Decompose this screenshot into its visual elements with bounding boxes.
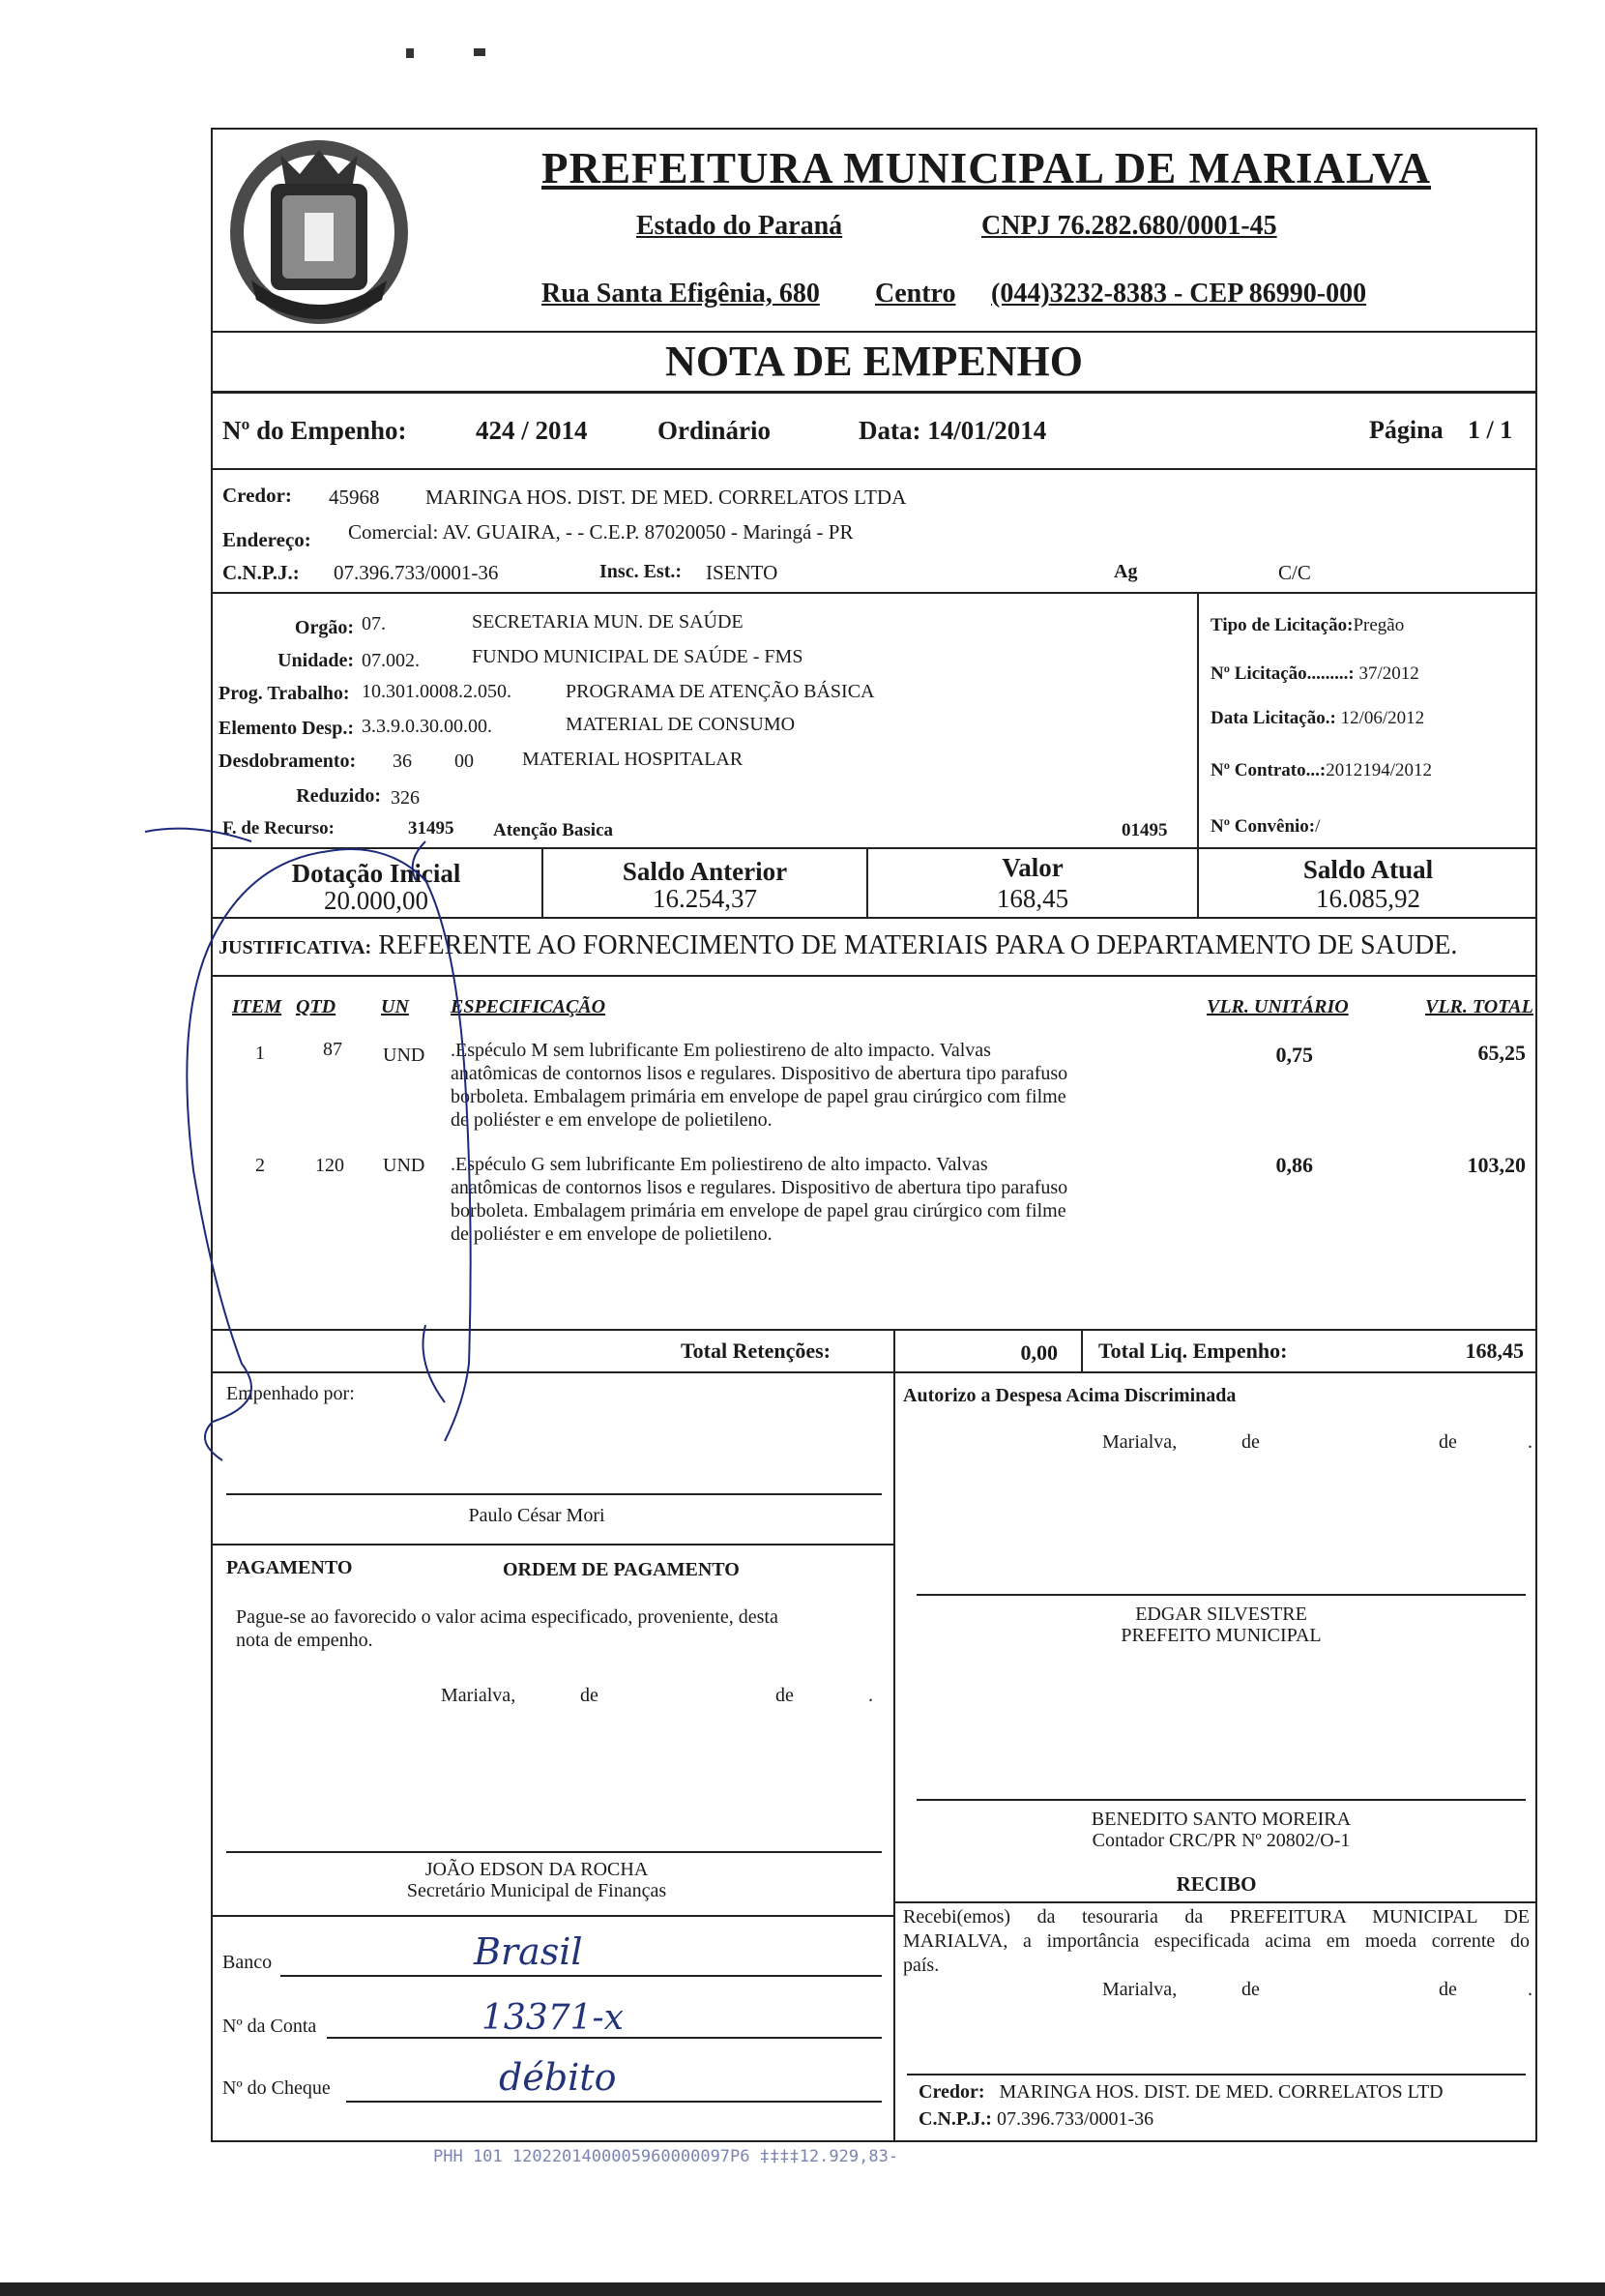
pagamento-label: PAGAMENTO [226, 1557, 353, 1578]
col-total: VLR. TOTAL [1425, 996, 1533, 1017]
autorizo-text: Autorizo a Despesa Acima Discriminada [903, 1385, 1237, 1406]
item-number: 1 [255, 1043, 265, 1064]
unidade-name: FUNDO MUNICIPAL DE SAÚDE - FMS [472, 646, 803, 667]
desdobramento-code: 36 [393, 751, 412, 772]
recibo-place: Marialva, [1102, 1979, 1178, 2000]
licitacao-tipo [1211, 615, 1404, 636]
page-number: 1 / 1 [1468, 416, 1513, 444]
justificativa-label: JUSTIFICATIVA: [219, 937, 372, 958]
signature-line [917, 1799, 1526, 1801]
divider [211, 468, 1537, 470]
elemento-name: MATERIAL DE CONSUMO [566, 714, 796, 735]
licitacao-num-label: Nº Licitação.........: [1211, 663, 1355, 684]
recibo-de-2: de [1439, 1979, 1457, 2000]
divider [211, 391, 1537, 394]
banco-label: Banco [222, 1952, 273, 1973]
autorizo-end-dot: . [1528, 1431, 1532, 1453]
valor-value: 168,45 [996, 884, 1069, 913]
credor-code: 45968 [329, 486, 380, 509]
item-spec-line: borboleta. Embalagem primária em envelope de papel grau cirúrgico com filme [451, 1200, 1066, 1222]
address-value: Comercial: AV. GUAIRA, - - C.E.P. 87020050 - Maringá - PR [348, 520, 854, 544]
prog-label: Prog. Trabalho: [219, 683, 350, 704]
saldo-anterior-value: 16.254,37 [653, 884, 757, 913]
pagamento-text-line: Pague-se ao favorecido o valor acima especificado, proveniente, desta [236, 1606, 778, 1628]
pagamento-end-dot: . [868, 1685, 873, 1706]
recibo-text-line: Recebi(emos) da tesouraria da PREFEITURA MUNICIPAL DE [903, 1906, 1530, 1928]
scan-bottom-edge [0, 2282, 1605, 2296]
liquido-label: Total Liq. Empenho: [1098, 1339, 1288, 1363]
retencoes-label: Total Retenções: [681, 1339, 831, 1363]
pagamento-de-1: de [580, 1685, 598, 1706]
recibo-text-line: país. [903, 1955, 940, 1976]
header-title: PREFEITURA MUNICIPAL DE MARIALVA [541, 144, 1432, 192]
pagamento-text-line: nota de empenho. [236, 1630, 373, 1651]
divider [895, 1901, 1537, 1903]
contador-role: Contador CRC/PR Nº 20802/O-1 [1092, 1830, 1351, 1851]
recibo-text [903, 1905, 1530, 1978]
desdobramento-label: Desdobramento: [219, 751, 357, 772]
col-unit: VLR. UNITÁRIO [1207, 996, 1349, 1017]
fonte-name: Atenção Basica [493, 820, 614, 840]
divider [1197, 594, 1199, 849]
secretario-role: Secretário Municipal de Finanças [406, 1880, 667, 1901]
reduzido-label: Reduzido: [296, 785, 381, 807]
credor-cnpj: 07.396.733/0001-36 [334, 561, 499, 584]
doc-title: NOTA DE EMPENHO [665, 338, 1083, 385]
justificativa-text: REFERENTE AO FORNECIMENTO DE MATERIAIS PARA O DEPARTAMENTO DE SAUDE. [378, 930, 1458, 960]
insc-label: Insc. Est.: [599, 561, 683, 582]
address-label: Endereço: [222, 528, 311, 551]
recibo-cnpj [919, 2108, 1153, 2131]
ordem-pagamento: ORDEM DE PAGAMENTO [503, 1559, 740, 1580]
saldo-atual-label: Saldo Atual [1302, 855, 1434, 884]
pagamento-place: Marialva, [441, 1685, 516, 1706]
orgao-label: Orgão: [294, 617, 354, 638]
page-label: Página [1369, 416, 1444, 444]
signature-line [917, 1594, 1526, 1596]
ag-label: Ag [1114, 561, 1138, 582]
header-street: Rua Santa Efigênia, 680 [541, 279, 820, 309]
pagamento-text [236, 1605, 778, 1652]
item-unit-value: 0,86 [1275, 1153, 1313, 1177]
unidade-code: 07.002. [362, 650, 420, 671]
recibo-de-1: de [1241, 1979, 1260, 2000]
licitacao-num-value: 37/2012 [1358, 663, 1419, 684]
licitacao-data [1211, 708, 1424, 729]
credor-cnpj-label: C.N.P.J.: [222, 561, 300, 584]
liquido-value: 168,45 [1465, 1339, 1524, 1363]
col-qtd: QTD [296, 996, 336, 1017]
divider [893, 1329, 895, 1371]
col-item: ITEM [232, 996, 282, 1017]
header-district: Centro [875, 279, 956, 309]
divider [211, 1915, 895, 1917]
credor-name: MARINGA HOS. DIST. DE MED. CORRELATOS LTDA [425, 486, 907, 509]
prefeito-role: PREFEITO MUNICIPAL [1121, 1625, 1322, 1646]
desdobramento-name: MATERIAL HOSPITALAR [522, 749, 744, 770]
recibo-cnpj-value: 07.396.733/0001-36 [996, 2108, 1154, 2130]
dotacao-value: 20.000,00 [324, 886, 428, 915]
unidade-label: Unidade: [277, 650, 354, 671]
item-total-value: 65,25 [1477, 1041, 1526, 1065]
item-un: UND [383, 1155, 425, 1176]
orgao-name: SECRETARIA MUN. DE SAÚDE [472, 611, 744, 633]
empenho-label: Nº do Empenho: [222, 416, 407, 445]
prog-code: 10.301.0008.2.050. [362, 681, 511, 702]
licitacao-contrato [1211, 760, 1432, 781]
divider [893, 1371, 895, 2142]
cc-label: C/C [1278, 561, 1311, 584]
fonte-code: 31495 [408, 818, 454, 839]
item-spec-line: borboleta. Embalagem primária em envelope de papel grau cirúrgico com filme [451, 1086, 1066, 1107]
recibo-end-dot: . [1528, 1979, 1532, 2000]
signature-line [226, 1851, 882, 1853]
item-number: 2 [255, 1155, 265, 1176]
licitacao-data-value: 12/06/2012 [1340, 708, 1425, 728]
footer-bank-code: PHH 101 1202201400005960000097P6 ‡‡‡‡12.929,83- [433, 2147, 899, 2166]
recibo-text-line: MARIALVA, a importância especificada acima em moeda corrente do [903, 1930, 1530, 1952]
empenhado-name: Paulo César Mori [468, 1505, 605, 1526]
elemento-label: Elemento Desp.: [219, 718, 354, 739]
desdobramento-sub: 00 [454, 751, 474, 772]
item-total-value: 103,20 [1467, 1153, 1526, 1177]
secretario-name: JOÃO EDSON DA ROCHA [424, 1859, 649, 1880]
item-spec-line: de poliéster e em envelope de polietileno. [451, 1223, 773, 1245]
item-spec-line: anatômicas de contornos lisos e regulares. Dispositivo de abertura tipo parafuso [451, 1177, 1068, 1198]
scan-mark [406, 48, 414, 58]
empenho-number: 424 / 2014 [476, 416, 588, 445]
col-un: UN [381, 996, 409, 1017]
signature-line [226, 1493, 882, 1495]
dotacao-label: Dotação Inicial [291, 859, 461, 888]
autorizo-de-2: de [1439, 1431, 1457, 1453]
retencoes-value: 0,00 [1020, 1340, 1058, 1365]
recibo-credor-label: Credor: [919, 2081, 985, 2103]
licitacao-convenio [1211, 816, 1320, 838]
empenho-type: Ordinário [657, 416, 772, 445]
licitacao-contrato-label: Nº Contrato...: [1211, 760, 1327, 780]
fonte-label: F. de Recurso: [222, 818, 335, 839]
saldo-atual-value: 16.085,92 [1316, 884, 1420, 913]
orgao-code: 07. [362, 613, 386, 634]
pen-annotation [135, 822, 599, 1480]
scan-mark [474, 48, 485, 56]
elemento-code: 3.3.9.0.30.00.00. [362, 716, 492, 737]
reduzido-value: 326 [391, 787, 420, 809]
col-spec: ESPECIFICAÇÃO [451, 996, 606, 1017]
licitacao-contrato-value: 2012194/2012 [1326, 760, 1432, 780]
cheque-value: débito [499, 2056, 617, 2099]
divider [211, 592, 1537, 594]
empenhado-label: Empenhado por: [226, 1383, 355, 1404]
pagamento-de-2: de [775, 1685, 794, 1706]
valor-label: Valor [1002, 853, 1064, 882]
recibo-credor-name: MARINGA HOS. DIST. DE MED. CORRELATOS LTD [999, 2081, 1444, 2103]
cheque-label: Nº do Cheque [222, 2077, 331, 2099]
autorizo-de-1: de [1241, 1431, 1260, 1453]
recibo-cnpj-label: C.N.P.J.: [919, 2108, 992, 2130]
licitacao-convenio-value: / [1315, 816, 1321, 837]
prefeito-name: EDGAR SILVESTRE [1135, 1604, 1307, 1625]
item-spec-line: .Espéculo G sem lubrificante Em poliestireno de alto impacto. Valvas [451, 1154, 988, 1175]
header-state: Estado do Paraná [636, 211, 843, 241]
field-line [346, 2101, 882, 2103]
item-unit-value: 0,75 [1275, 1043, 1313, 1067]
contador-name: BENEDITO SANTO MOREIRA [1091, 1809, 1352, 1830]
item-un: UND [383, 1045, 425, 1066]
item-qtd: 120 [315, 1155, 344, 1176]
licitacao-tipo-value: Pregão [1353, 615, 1405, 635]
item-spec-line: anatômicas de contornos lisos e regulares. Dispositivo de abertura tipo parafuso [451, 1063, 1068, 1084]
conta-value: 13371-x [482, 1998, 624, 2038]
fonte-number: 01495 [1122, 820, 1168, 840]
credor-label: Credor: [222, 484, 292, 507]
field-line [280, 1975, 882, 1977]
banco-value: Brasil [474, 1930, 583, 1973]
divider [211, 331, 1537, 333]
divider [211, 1544, 895, 1545]
saldo-anterior-label: Saldo Anterior [622, 857, 788, 886]
prog-name: PROGRAMA DE ATENÇÃO BÁSICA [566, 681, 875, 702]
recibo-title: RECIBO [1176, 1872, 1257, 1896]
licitacao-data-label: Data Licitação.: [1211, 708, 1336, 728]
item-qtd: 87 [323, 1039, 342, 1060]
item-spec-line: .Espéculo M sem lubrificante Em poliestireno de alto impacto. Valvas [451, 1040, 991, 1061]
conta-label: Nº da Conta [222, 2016, 317, 2037]
recibo-credor [919, 2081, 1444, 2104]
header-phone-cep: (044)3232-8383 - CEP 86990-000 [991, 279, 1367, 309]
insc-value: ISENTO [706, 561, 778, 584]
header-cnpj: CNPJ 76.282.680/0001-45 [981, 211, 1277, 241]
divider [1081, 1329, 1083, 1371]
autorizo-place: Marialva, [1102, 1431, 1178, 1453]
licitacao-num [1211, 663, 1419, 685]
signature-line [907, 2074, 1526, 2075]
empenho-date: Data: 14/01/2014 [859, 416, 1047, 445]
item-spec-line: de poliéster e em envelope de polietileno. [451, 1109, 773, 1131]
licitacao-tipo-label: Tipo de Licitação: [1211, 615, 1354, 635]
coat-of-arms-logo [222, 135, 416, 334]
licitacao-convenio-label: Nº Convênio: [1211, 816, 1316, 837]
